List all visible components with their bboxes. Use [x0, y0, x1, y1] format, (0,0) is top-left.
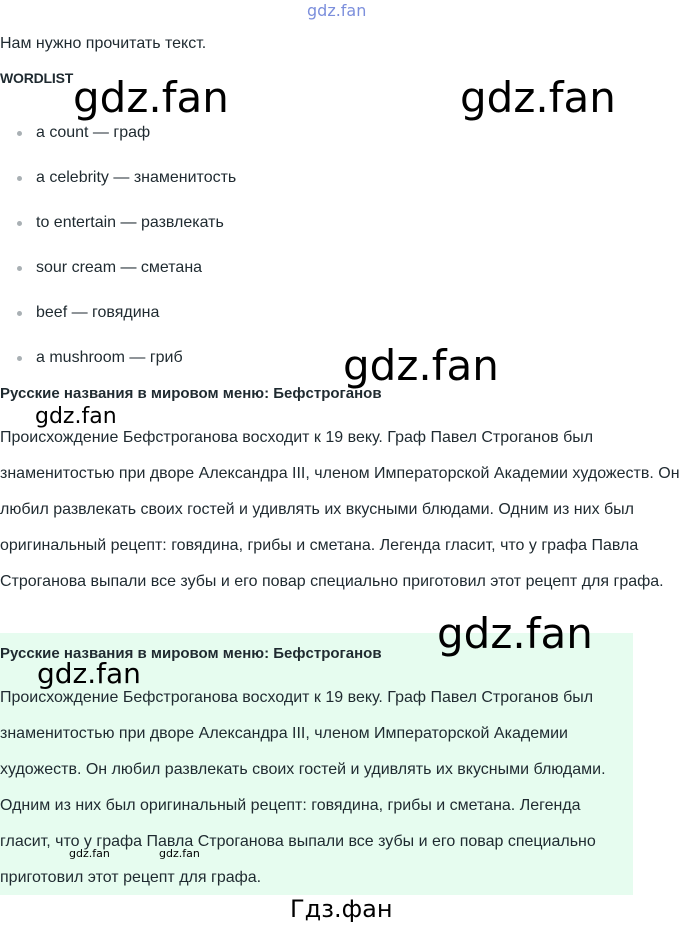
wordlist-item: beef — говядина — [0, 303, 236, 348]
section-paragraph: Происхождение Бефстроганова восходит к 19 веку. Граф Павел Строганов был знаменитостью при дворе Александра III, членом Императорской Академии художеств. Он любил развлекать своих гостей и удивлять их вкусными блюдами. Одним из них был оригинальный рецепт: говядина, грибы и сметана. Легенда гласит, что у графа Павла Строганова выпали все зубы и его повар специально приготовил этот рецепт для графа. — [0, 429, 680, 590]
watermark: gdz.fan — [437, 609, 593, 658]
watermark: gdz.fan — [37, 657, 141, 690]
wordlist-item: to entertain — развлекать — [0, 213, 236, 258]
section-title: Русские названия в мировом меню: Бефстроганов — [0, 385, 382, 402]
wordlist-item: a count — граф — [0, 123, 236, 168]
wordlist — [0, 123, 236, 393]
wordlist-heading: WORDLIST — [0, 70, 74, 86]
intro-text: Нам нужно прочитать текст. — [0, 35, 207, 52]
answer-paragraph: Происхождение Бефстроганова восходит к 19 веку. Граф Павел Строганов был знаменитостью при дворе Александра III, членом Императорской Академии художеств. Он любил развлекать своих гостей и удивлять их вкусными блюдами. Одним из них был оригинальный рецепт: говядина, грибы и сметана. Легенда гласит, что у графа Павла Строганова выпали все зубы и его повар специально приготовил этот рецепт для графа. — [0, 689, 606, 886]
watermark-small: gdz.fan — [159, 847, 200, 860]
watermark: gdz.fan — [343, 341, 499, 390]
watermark-bottom: Гдз.фан — [290, 895, 393, 923]
watermark: gdz.fan — [73, 73, 229, 122]
watermark: gdz.fan — [460, 73, 616, 122]
watermark-top: gdz.fan — [307, 1, 367, 20]
watermark: gdz.fan — [35, 404, 117, 429]
watermark-small: gdz.fan — [69, 847, 110, 860]
wordlist-item: a celebrity — знаменитость — [0, 168, 236, 213]
wordlist-item: sour cream — сметана — [0, 258, 236, 303]
answer-section-title: Русские названия в мировом меню: Бефстроганов — [0, 645, 382, 662]
wordlist-item: a mushroom — гриб — [0, 348, 236, 393]
